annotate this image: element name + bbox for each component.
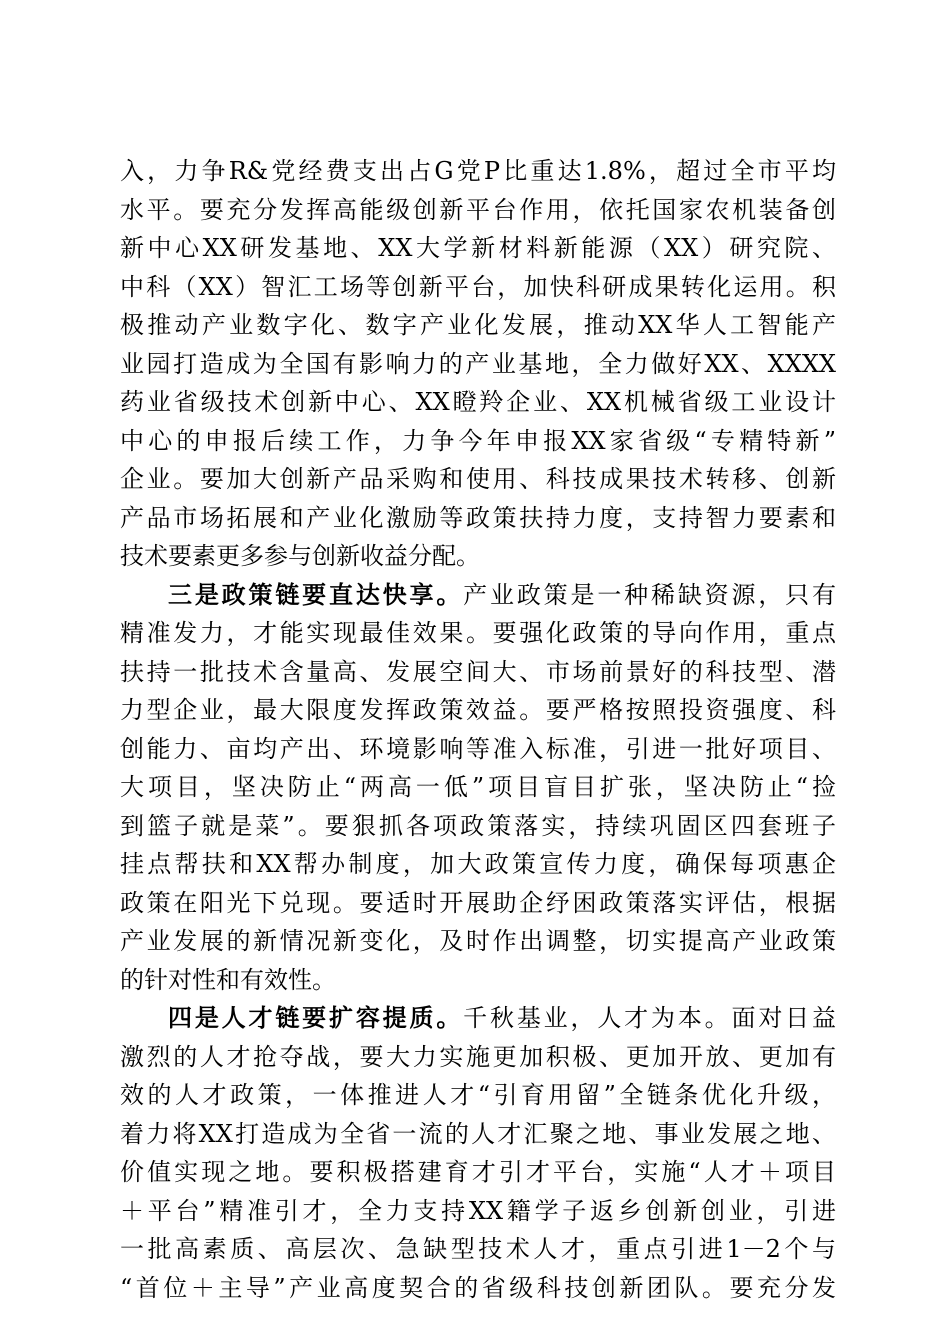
text-line: 入，力争R&党经费支出占G党P比重达1.8%，超过全市平均 [120,157,836,185]
text-line: 挂点帮扶和XX帮办制度，加大政策宣传力度，确保每项惠企 [120,850,836,878]
text-line: 极推动产业数字化、数字产业化发展，推动XX华人工智能产 [120,311,836,339]
text-line: 新中心XX研发基地、XX大学新材料新能源（XX）研究院、 [120,234,836,262]
text-line: 产品市场拓展和产业化激励等政策扶持力度，支持智力要素和 [120,503,836,532]
text-line: 药业省级技术创新中心、XX瞪羚企业、XX机械省级工业设计 [120,388,836,416]
text-line: 企业。要加大创新产品采购和使用、科技成果技术转移、创新 [120,465,836,493]
text-line: 创能力、亩均产出、环境影响等准入标准，引进一批好项目、 [120,734,836,763]
paragraph-three-first-line [120,576,836,615]
text-line: ＋平台”精准引才，全力支持XX籍学子返乡创新创业，引进 [120,1196,836,1225]
text-run: 产业政策是一种稀缺资源，只有 [463,580,837,609]
text-line: 一批高素质、高层次、急缺型技术人才，重点引进1－2个与 [120,1235,836,1263]
paragraph-heading: 四是人才链要扩容提质。 [168,1003,464,1032]
text-line: 激烈的人才抢夺战，要大力实施更加积极、更加开放、更加有 [120,1042,836,1071]
text-line: 中科（XX）智汇工场等创新平台，加快科研成果转化运用。积 [120,272,836,301]
text-line: 业园打造成为全国有影响力的产业基地，全力做好XX、XXXX [120,349,836,378]
text-run: 千秋基业，人才为本。面对日益 [463,1004,837,1032]
text-line: 的针对性和有效性。 [120,965,336,994]
text-line: 政策在阳光下兑现。要适时开展助企纾困政策落实评估，根据 [120,888,836,917]
text-line: 力型企业，最大限度发挥政策效益。要严格按照投资强度、科 [120,696,836,724]
text-line: 着力将XX打造成为全省一流的人才汇聚之地、事业发展之地、 [120,1119,836,1148]
text-line: 大项目，坚决防止“两高一低”项目盲目扩张，坚决防止“捡 [120,773,836,801]
text-line: 效的人才政策，一体推进人才“引育用留”全链条优化升级， [120,1081,836,1109]
text-line: 水平。要充分发挥高能级创新平台作用，依托国家农机装备创 [120,195,836,224]
text-line: 产业发展的新情况新变化，及时作出调整，切实提高产业政策 [120,927,836,955]
body-text [120,152,836,1307]
text-line: 精准发力，才能实现最佳效果。要强化政策的导向作用，重点 [120,619,836,647]
text-line: 技术要素更多参与创新收益分配。 [120,542,480,570]
text-line: 到篮子就是菜”。要狠抓各项政策落实，持续巩固区四套班子 [120,811,836,840]
text-line: 中心的申报后续工作，力争今年申报XX家省级“专精特新” [120,426,836,455]
text-line: “首位＋主导”产业高度契合的省级科技创新团队。要充分发 [120,1273,836,1302]
paragraph-heading: 三是政策链要直达快享。 [168,579,464,609]
paragraph-four-first-line [120,999,836,1038]
text-line: 扶持一批技术含量高、发展空间大、市场前景好的科技型、潜 [120,657,836,686]
text-line: 价值实现之地。要积极搭建育才引才平台，实施“人才＋项目 [120,1158,836,1186]
